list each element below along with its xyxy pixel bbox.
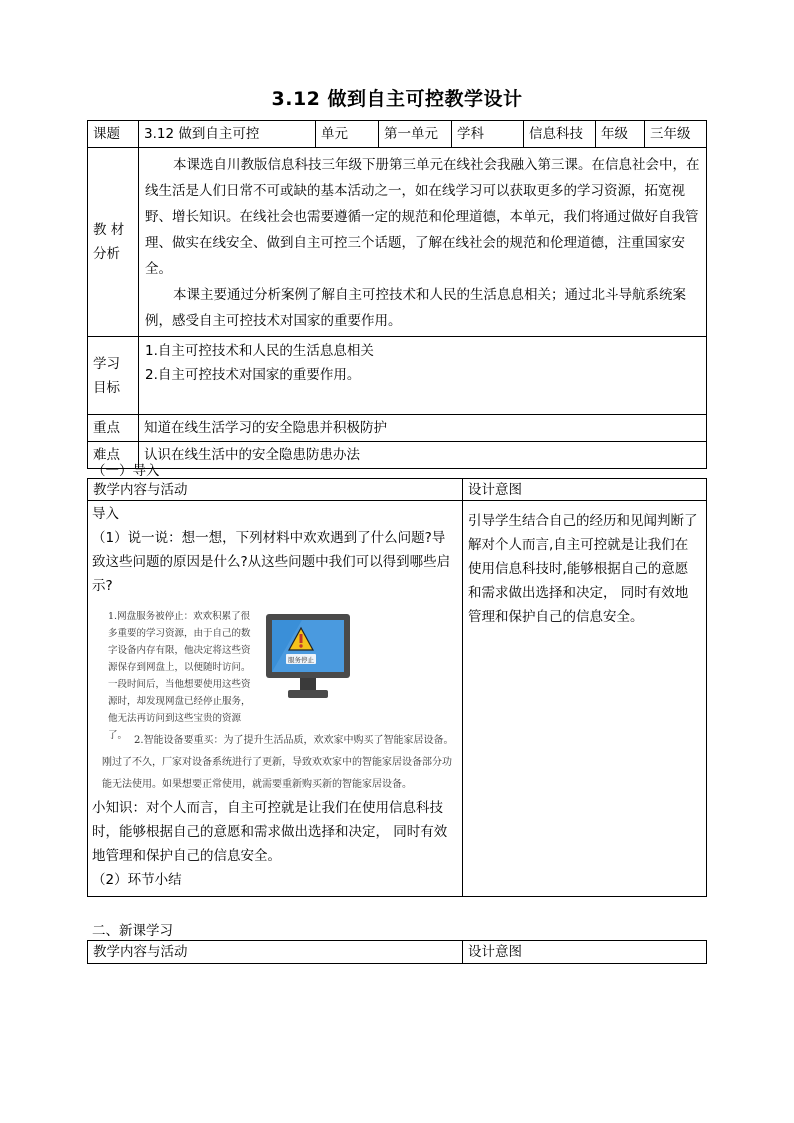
goals-label-line1: 学习 bbox=[93, 355, 120, 372]
intro-label: 导入 bbox=[92, 506, 119, 522]
col-intent-header: 设计意图 bbox=[463, 479, 707, 501]
goal-item: 2.自主可控技术对国家的重要作用。 bbox=[145, 367, 361, 383]
analysis-label-line2: 分析 bbox=[93, 246, 120, 262]
lesson-info-table bbox=[87, 120, 707, 469]
col-intent-header-2: 设计意图 bbox=[463, 941, 707, 964]
grade-label: 年级 bbox=[596, 121, 645, 148]
analysis-content bbox=[139, 148, 707, 337]
unit-value: 第一单元 bbox=[379, 121, 452, 148]
analysis-paragraph-2: 本课主要通过分析案例了解自主可控技术和人民的生活息息相关；通过北斗导航系统案例，感受自主可控技术对国家的重要作用。 bbox=[145, 287, 686, 329]
case1-figure bbox=[92, 602, 458, 741]
subject-value: 信息科技 bbox=[524, 121, 596, 148]
analysis-label-line1: 教 材 bbox=[93, 222, 125, 238]
new-lesson-table bbox=[87, 940, 707, 964]
analysis-paragraph-1: 本课选自川教版信息科技三年级下册第三单元在线社会我融入第三课。在信息社会中，在线生活是人们日常不可或缺的基本活动之一，如在线学习可以获取更多的学习资源，拓宽视野、增长知识。在线社会也需要遵循一定的规范和伦理道德，本单元，我们将通过做好自我管理、做实在线安全、做到自主可控三个话题，了解在线社会的规范和伦理道德，注重国家安全。 bbox=[145, 157, 700, 277]
lead-in-table bbox=[87, 478, 707, 897]
analysis-label bbox=[88, 148, 139, 337]
goals-content bbox=[139, 337, 707, 415]
goals-label-line2: 目标 bbox=[93, 379, 120, 396]
monitor-screen-text: 服务停止 bbox=[288, 656, 314, 664]
key-point-label: 重点 bbox=[88, 415, 139, 442]
summary-text: （2）环节小结 bbox=[92, 872, 182, 888]
topic-label: 课题 bbox=[88, 121, 139, 148]
col-activity-header-2: 教学内容与活动 bbox=[88, 941, 463, 964]
col-activity-header: 教学内容与活动 bbox=[88, 479, 463, 501]
difficulty-label: 难点 bbox=[88, 442, 139, 469]
section2-heading: 二、新课学习 bbox=[92, 923, 173, 939]
difficulty-value: 认识在线生活中的安全隐患防患办法 bbox=[139, 442, 707, 469]
monitor-warning-icon bbox=[264, 612, 352, 704]
tip-text: 小知识：对个人而言，自主可控就是让我们在使用信息科技时，能够根据自己的意愿和需求做出选择和决定， 同时有效地管理和保护自己的信息安全。 bbox=[92, 800, 448, 864]
grade-value: 三年级 bbox=[645, 121, 707, 148]
subject-label: 学科 bbox=[452, 121, 524, 148]
goals-label bbox=[88, 337, 139, 415]
topic-value: 3.12 做到自主可控 bbox=[139, 121, 316, 148]
goal-item: 1.自主可控技术和人民的生活息息相关 bbox=[145, 343, 374, 359]
section1-heading: （一）导入 bbox=[92, 463, 160, 479]
discussion-question: （1）说一说：想一想，下列材料中欢欢遇到了什么问题?导致这些问题的原因是什么?从这些问题中我们可以得到哪些启示? bbox=[92, 530, 451, 594]
activity-content bbox=[88, 501, 463, 897]
page-title: 3.12 做到自主可控教学设计 bbox=[271, 88, 523, 110]
design-intent-content: 引导学生结合自己的经历和见闻判断了解对个人而言,自主可控就是让我们在使用信息科技时,能够根据自己的意愿和需求做出选择和决定， 同时有效地管理和保护自己的信息安全。 bbox=[463, 501, 707, 897]
unit-label: 单元 bbox=[316, 121, 379, 148]
key-point-value: 知道在线生活学习的安全隐患并积极防护 bbox=[139, 415, 707, 442]
case2-text: 2.智能设备要重买：为了提升生活品质，欢欢家中购买了智能家居设备。刚过了不久，厂家对设备系统进行了更新，导致欢欢家中的智能家居设备部分功能无法使用。如果想要正常使用，就需要重新购买新的智能家居设备。 bbox=[102, 735, 454, 790]
case1-text: 1.网盘服务被停止：欢欢积累了很多重要的学习资源，由于自己的数字设备内存有限，他决定将这些资源保存到网盘上，以便随时访问。一段时间后，当他想要使用这些资源时，却发现网盘已经停止服务，他无法再访问到这些宝贵的资源了。 bbox=[108, 611, 251, 741]
